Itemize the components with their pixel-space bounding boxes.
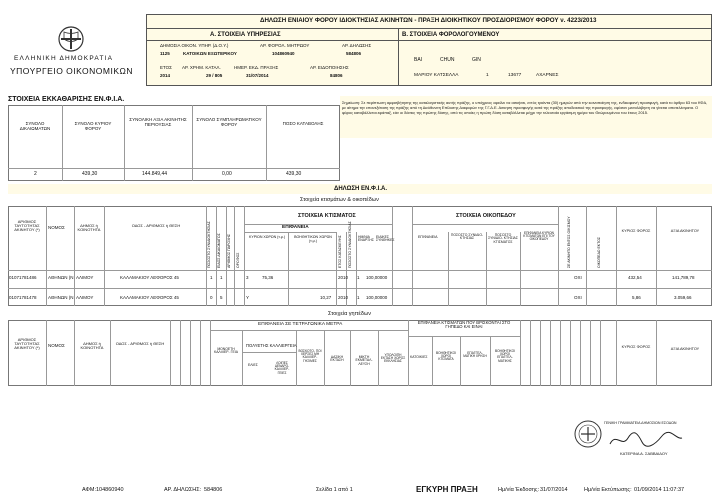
row-dimos: ΑΛΙΜΟΥ bbox=[76, 275, 94, 280]
lots-area-title: ΕΠΙΦΑΝΕΙΑ ΣΕ ΤΕΤΡΑΓΩΝΙΚΑ ΜΕΤΡΑ bbox=[258, 322, 343, 327]
row-v1: 1 bbox=[210, 275, 213, 280]
lots-building-area-title: ΕΠΙΦΑΝΕΙΑ ΚΤΙΣΜΑΤΩΝ ΠΟΥ ΒΡΙΣΚΟΝΤΑΙ ΣΤΟ ΓΗΠΕΔΟ ΚΑΙ ΕΙΝΑΙ bbox=[417, 320, 511, 330]
footer-status: ΕΓΚΥΡΗ ΠΡΑΞΗ bbox=[416, 485, 478, 494]
col-p3: ΠΟΣΟΣΤΟ ΣΥΝΙΔΙΟ- ΚΤΗΣΙΑΣ ΚΤΙΣΜΑΤΟΣ bbox=[488, 233, 518, 244]
clearance-title: ΣΤΟΙΧΕΙΑ ΕΚΚΑΘΑΡΙΣΗΣ ΕΝ.Φ.Ι.Α. bbox=[8, 96, 125, 103]
clr-h-rights: ΣΥΝΟΛΟ ΔΙΚΑΙΩΜΑΤΩΝ bbox=[19, 121, 51, 131]
chron-label: ΑΡ. ΧΡΗΜ. ΚΑΤΑΛ. bbox=[182, 65, 221, 70]
col-v4: ΟΡΟΦΟΣ bbox=[236, 252, 240, 268]
col-p6: ΟΙΚΟΠΕΔΟ ΕΚΤΟΣ bbox=[597, 236, 601, 268]
lots-col-street: ΟΔΟΣ - ΑΡΙΘΜΟΣ ή ΘΕΣΗ bbox=[115, 341, 165, 346]
lots-col-poly: ΠΟΛΥΕΤΗΣ ΚΑΛΛΙΕΡΓΕΙΑ bbox=[246, 343, 297, 348]
clr-h-supp: ΣΥΝΟΛΟ ΣΥΜΠΛΗΡΩΜΑΤΙΚΟΥ ΦΟΡΟΥ bbox=[196, 117, 262, 127]
row-tax: 432,54 bbox=[628, 275, 642, 280]
col-value: ΑΞΙΑ ΑΚΙΝΗΤΟΥ bbox=[670, 229, 700, 233]
enfia-title: ΔΗΛΩΣΗ ΕΝ.Φ.Ι.Α. bbox=[334, 186, 387, 192]
row-year: 2010 bbox=[338, 275, 349, 280]
greek-emblem-logo bbox=[58, 26, 84, 52]
land-title: Στοιχεία κτισμάτων & οικοπέδων bbox=[300, 197, 379, 203]
decl-value: 584806 bbox=[346, 51, 362, 56]
main-area-label: ΚΥΡΙΩΝ ΧΩΡΩΝ (τ.μ.) bbox=[248, 235, 286, 239]
col-v2: ΕΙΔΟΣ ΔΙΚΑΙΩΜΑΤΟΣ bbox=[217, 233, 221, 268]
row-flag: ΟΧΙ bbox=[574, 295, 582, 300]
col-street: ΟΔΟΣ - ΑΡΙΘΜΟΣ ή ΘΕΣΗ bbox=[131, 223, 181, 228]
clr-v-supp: 0,00 bbox=[222, 171, 232, 177]
col-v3: ΑΡΙΘΜΟΣ ΠΑΡΟΧΗΣ bbox=[227, 233, 231, 268]
receipt-label: ΑΡ. ΕΙΔΟΠΟΙΗΣΗΣ bbox=[310, 65, 349, 70]
footer-page: Σελίδα 1 από 1 bbox=[316, 487, 353, 493]
taxpayer-surname: BAI bbox=[414, 57, 423, 63]
lots-col-k1: ΚΑΤΟΙΚΙΕΣ bbox=[410, 355, 428, 359]
row-v4: Υ bbox=[246, 295, 250, 300]
taxpayer-section-title: Β. ΣΤΟΙΧΕΙΑ ΦΟΡΟΛΟΓΟΥΜΕΝΟΥ bbox=[402, 32, 500, 38]
footer-issue-value: 31/07/2014 bbox=[540, 487, 568, 493]
decl-label: ΑΡ. ΔΗΛΩΣΗΣ bbox=[342, 43, 372, 48]
row-pct: 1 bbox=[357, 295, 360, 300]
taxpayer-city: ΑΧΑΡΝΕΣ bbox=[536, 73, 559, 78]
footer-issue-label: Ημ/νία Έκδοσης: bbox=[498, 487, 540, 493]
doy-code: 1125 bbox=[160, 51, 170, 56]
lots-col-other: ΥΠΟΛΟΙΠΗ ΕΚΤΑΣΗ ΧΩΡΟΣ ΕΚΚΛΗΣΙΑΣ bbox=[380, 353, 406, 364]
clr-h-value: ΣΥΝΟΛΙΚΗ ΑΞΙΑ ΑΚΙΝΗΤΗΣ ΠΕΡΙΟΥΣΙΑΣ bbox=[129, 117, 187, 127]
footer-print-value: 01/09/2014 11:07:37 bbox=[634, 487, 685, 493]
col-p1: ΕΠΙΦΑΝΕΙΑ bbox=[418, 235, 438, 239]
row-share: 100,00000 bbox=[366, 295, 388, 300]
row-flag: ΟΧΙ bbox=[574, 275, 582, 280]
signature bbox=[606, 430, 686, 450]
official-seal bbox=[574, 420, 602, 448]
row-atak: 01071781486 bbox=[9, 275, 37, 280]
col-atak: ΑΡΙΘΜΟΣ ΤΑΥΤΟΤΗΤΑΣ ΑΚΙΝΗΤΟΥ (*) bbox=[14, 219, 40, 232]
taxpayer-zip: 13677 bbox=[508, 73, 522, 78]
row-v4: 3 bbox=[246, 275, 249, 280]
service-section-title: Α. ΣΤΟΙΧΕΙΑ ΥΠΗΡΕΣΙΑΣ bbox=[210, 32, 281, 38]
lots-col-bosk: ΒΟΣΚΟΤΟ- ΠΟΙ ΧΕΡΣΕΣ ΜΗ ΚΑΛΛΙΕΡ- ΓΗΣΙΜΕΣ bbox=[298, 349, 322, 363]
row-year: 2010 bbox=[338, 295, 349, 300]
col-tax: ΚΥΡΙΟΣ ΦΟΡΟΣ bbox=[621, 229, 651, 233]
clr-h-pay: ΠΟΣΟ ΚΑΤΑΒΟΛΗΣ bbox=[282, 121, 324, 126]
taxpayer-street: ΜΑΡΙΟΥ ΚΑΤΣΕΛΛΑ bbox=[414, 73, 459, 78]
row-aux-area: 10,27 bbox=[320, 295, 332, 300]
taxpayer-fathername: GIN bbox=[472, 57, 481, 63]
chron-value: 29 / 805 bbox=[206, 73, 223, 78]
row-pct: 1 bbox=[357, 275, 360, 280]
taxpayer-firstname: CHUN bbox=[440, 57, 455, 63]
row-v2: 5 bbox=[220, 295, 223, 300]
row-street: ΚΑΛΑΜΑΚΙΟΥ ΛΕΦΟΡΟΣ 45 bbox=[120, 295, 179, 300]
col-p2: ΠΟΣΟΣΤΟ ΣΥΝΙΔΙΟ- ΚΤΗΣΙΑΣ bbox=[450, 233, 484, 241]
republic-label: ΕΛΛΗΝΙΚΗ ΔΗΜΟΚΡΑΤΙΑ bbox=[14, 55, 114, 62]
row-tax: 5,86 bbox=[632, 295, 641, 300]
date-label: ΗΜΕΡ. ΕΚΔ. ΠΡΑΞΗΣ bbox=[234, 65, 279, 70]
col-dimos: ΔΗΜΟΣ ή ΚΟΙΝΟΤΗΤΑ bbox=[77, 223, 101, 232]
row-main-area: 75,36 bbox=[262, 275, 274, 280]
aux-area-label: ΒΟΗΘΗΤΙΚΩΝ ΧΩΡΩΝ (τ.μ.) bbox=[294, 235, 332, 243]
row-v2: 1 bbox=[220, 275, 223, 280]
clearance-note: Σημείωση: Σε περίπτωση αμφισβήτησης της καταλογιστικής αυτής πράξης, ο υπόχρεος οφείλει να ασκήσει, εντός τριάντα (30) ημερών από την κοινοποίηση της, ενδικοφανή προσφυγή, κατά το άρθρο 63 του ΚΦΔ, με αίτημα την επανεξέταση της πράξης από τη Διεύθυνση Επίλυσης Διαφορών της Γ.Γ.Δ.Ε. Ασκηση προσφυγής κατά της πράξης αποδεικτικό της προσφυγής, εφόσον μεσολάβηση να γίνεται αποτελέσματα. Ο φόρος καταβάλλεται εφάπαξ, εάν οι δόσεις της πρώτης δόσης, από τις οποίες η πρώτη δόση καταβάλλεται μέχρι την τελευταία εργάσιμη ημέρα του Θεώρουμένου του έτους 2015. bbox=[342, 100, 708, 116]
lots-col-forest: ΔΑΣΙΚΗ ΕΚΤΑΣΗ bbox=[330, 355, 344, 363]
col-p4: ΕΠΙΦΑΝΕΙΑ ΚΥΡΙΩΝ ΚΤΙΣΜΑΤΩΝ ΕΠΙ ΤΟΥ ΟΙΚΟΠΕΔΟΥ bbox=[523, 231, 555, 242]
building-section: ΣΤΟΙΧΕΙΑ ΚΤΙΣΜΑΤΟΣ bbox=[298, 213, 356, 219]
col-nomos: ΝΟΜΟΣ bbox=[48, 225, 65, 230]
date-value: 31/07/2014 bbox=[246, 73, 269, 78]
row-atak: 01071781478 bbox=[9, 295, 37, 300]
lots-col-nomos: ΝΟΜΟΣ bbox=[48, 343, 65, 348]
row-value: 3.059,66 bbox=[674, 295, 692, 300]
lots-col-dimos: ΔΗΜΟΣ ή ΚΟΙΝΟΤΗΤΑ bbox=[80, 341, 104, 350]
year-value: 2014 bbox=[160, 73, 171, 78]
lots-col-poly-b: ΛΟΙΠΕΣ ΔΕΝΔΡΟ- ΚΑΛΛΙΕΡ- ΓΕΙΕΣ bbox=[274, 361, 290, 375]
doy-label: ΔΗΜΟΣΙΑ ΟΙΚΟΝ. ΥΠΗΡ. (Δ.Ο.Υ.) bbox=[160, 43, 229, 48]
seal-text: ΓΕΝΙΚΗ ΓΡΑΜΜΑΤΕΙΑ ΔΗΜΟΣΙΩΝ ΕΣΟΔΩΝ bbox=[604, 421, 677, 425]
lots-col-poly-a: ΕΛΙΕΣ bbox=[248, 363, 258, 367]
registry-label: ΑΡ. ΦΟΡΟΛ. ΜΗΤΡΩΟΥ bbox=[260, 43, 310, 48]
document-title: ΔΗΛΩΣΗ ΕΝΙΑΙΟΥ ΦΟΡΟΥ ΙΔΙΟΚΤΗΣΙΑΣ ΑΚΙΝΗΤΩΝ - ΠΡΑΞΗ ΔΙΟΙΚΗΤΙΚΟΥ ΠΡΟΣΔΙΟΡΙΣΜΟΥ ΦΟΡΟΥ ν. 4223/2013 bbox=[260, 17, 597, 24]
year-label: ΕΤΟΣ bbox=[160, 65, 172, 70]
signatory-name: ΚΑΤΕΡΙΝΑ Α. ΣΑΒΒΑΙΔΟΥ bbox=[620, 451, 668, 456]
ministry-label: ΥΠΟΥΡΓΕΙΟ ΟΙΚΟΝΟΜΙΚΩΝ bbox=[10, 66, 134, 76]
footer-decl-label: ΑΡ. ΔΗΛΩΣΗΣ: bbox=[164, 487, 202, 493]
footer-print-label: Ημ/νία Εκτύπωσης: bbox=[584, 487, 632, 493]
registry-value: 104860940 bbox=[272, 51, 295, 56]
plot-section: ΣΤΟΙΧΕΙΑ ΟΙΚΟΠΕΔΟΥ bbox=[456, 213, 516, 219]
lots-col-mono: ΜΟΝΟΕΤΗ ΚΑΛΛΙΕΡ- ΓΕΙΑ bbox=[214, 347, 238, 355]
col-b2: ΠΟΣΟΣΤΟ ΣΥΝΙΔΙΟΚΤΗΣΙΑΣ bbox=[348, 221, 352, 268]
row-nomos: ΑΘΗΝΩΝ (Ν bbox=[48, 275, 74, 280]
clr-h-maintax: ΣΥΝΟΛΟ ΚΥΡΙΟΥ ΦΟΡΟΥ bbox=[74, 121, 112, 131]
taxpayer-number: 1 bbox=[486, 73, 489, 78]
row-nomos: ΑΘΗΝΩΝ (Ν bbox=[48, 295, 74, 300]
footer-afm-value: 104860940 bbox=[96, 487, 124, 493]
lots-col-k2: ΒΟΗΘΗΤΙΚΟΙ ΧΩΡΟΙ ΚΤΙΣΜΑΤΑ bbox=[436, 351, 456, 362]
lots-col-mix: ΜΙΚΤΗ ΕΚΜΕΤΑΛ- ΛΕΥΣΗ bbox=[355, 355, 373, 366]
row-value: 141,789,78 bbox=[672, 275, 695, 280]
buildings-table bbox=[8, 206, 712, 306]
row-v1: 0 bbox=[210, 295, 213, 300]
lots-title: Στοιχεία γηπέδων bbox=[328, 311, 371, 317]
area-label: ΕΠΙΦΑΝΕΙΑ bbox=[282, 225, 309, 230]
receipt-value: 84806 bbox=[330, 73, 343, 78]
col-b1: ΕΤΟΣ ΚΑΤΑΣΚΕΥΗΣ bbox=[338, 235, 342, 268]
lots-col-k4: ΒΟΗΘΗΤΙΚΟΙ ΧΩΡΟΙ ΕΠΑΓΓΕΛ- ΜΑΤΙΚΗΣ bbox=[495, 349, 515, 363]
clr-v-rights: 2 bbox=[34, 171, 37, 177]
row-street: ΚΑΛΑΜΑΚΙΟΥ ΛΕΦΟΡΟΣ 45 bbox=[120, 275, 179, 280]
clr-v-pay: 439,30 bbox=[286, 171, 302, 177]
lots-col-value: ΑΞΙΑ ΑΚΙΝΗΤΟΥ bbox=[670, 347, 700, 351]
footer-afm-label: ΑΦΜ: bbox=[82, 487, 97, 493]
row-dimos: ΑΛΙΜΟΥ bbox=[76, 295, 94, 300]
footer-decl-value: 584806 bbox=[204, 487, 223, 493]
doy-name: ΚΑΤΟΙΚΩΝ ΕΞΩΤΕΡΙΚΟΥ bbox=[183, 51, 237, 56]
clr-v-maintax: 439,30 bbox=[82, 171, 98, 177]
lots-col-k3: ΕΠΑΓΓΕΛ- ΜΑΤΙΚΗ ΧΡΗΣΗ bbox=[463, 351, 487, 359]
lots-col-atak: ΑΡΙΘΜΟΣ ΤΑΥΤΟΤΗΤΑΣ ΑΚΙΝΗΤΟΥ (*) bbox=[14, 337, 40, 350]
col-b4: ΕΙΔΙΚΕΣ ΣΥΝΘΗΚΕΣ bbox=[376, 235, 395, 243]
lots-col-tax: ΚΥΡΙΟΣ ΦΟΡΟΣ bbox=[621, 345, 651, 349]
col-v1: ΠΟΣΟΣΤΟ ΣΥΝΙΔΙΟΚΤΗΣΙΑΣ bbox=[207, 221, 211, 268]
col-b3: ΗΜ/ΝΙΑ ΕΝΑΡΞΗΣ bbox=[358, 235, 374, 243]
row-share: 100,00000 bbox=[366, 275, 388, 280]
col-p5: ΣΕ ΑΚΙΝΗΤΟ ΕΝΤΟΣ ΟΙΚΙΣΜΟΥ bbox=[567, 216, 571, 268]
clr-v-value: 144.849,44 bbox=[142, 171, 168, 177]
